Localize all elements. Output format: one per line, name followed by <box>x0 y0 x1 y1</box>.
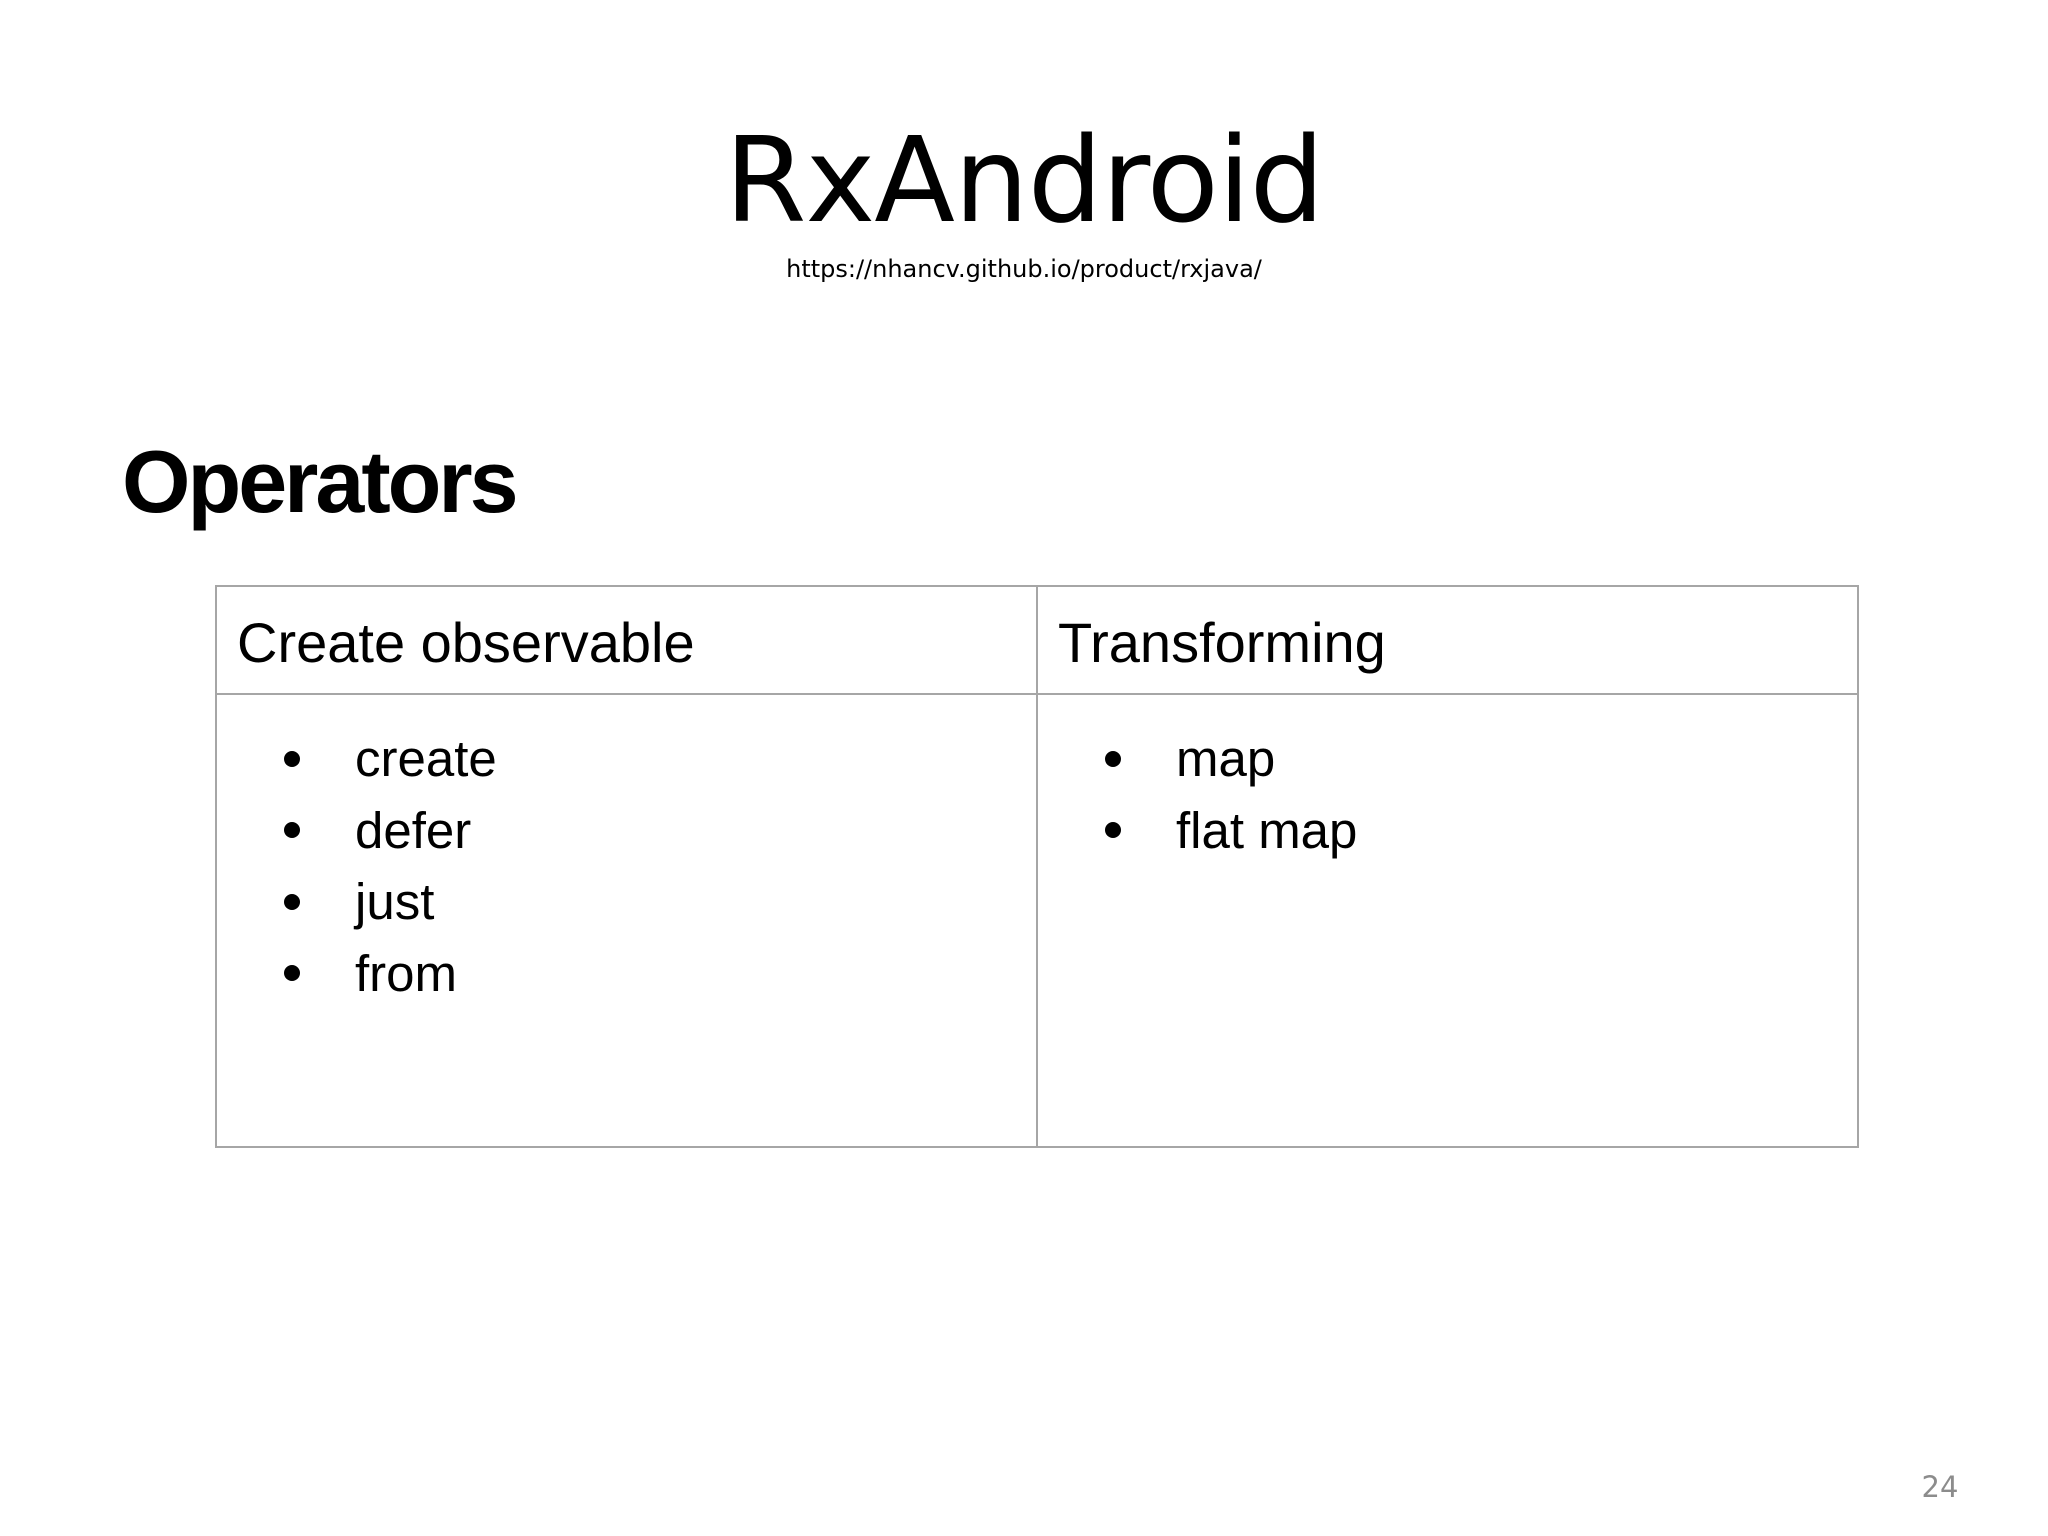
list-item-label: from <box>355 944 457 1002</box>
list-item <box>1058 723 1837 795</box>
create-observable-list <box>237 723 1016 1009</box>
table-header-row <box>216 586 1858 694</box>
table-row <box>216 694 1858 1147</box>
list-item-label: create <box>355 730 497 787</box>
list-item <box>237 866 1016 938</box>
slide-title: RxAndroid <box>724 111 1324 249</box>
section-heading: Operators <box>122 432 516 531</box>
list-item <box>237 723 1016 795</box>
page-number: 24 <box>1921 1470 1959 1504</box>
transforming-cell <box>1037 694 1858 1147</box>
create-observable-cell <box>216 694 1037 1147</box>
bullet-icon <box>1105 822 1121 838</box>
bullet-icon <box>284 751 300 767</box>
list-item <box>237 938 1016 1010</box>
operators-table <box>215 585 1859 1148</box>
bullet-icon <box>284 965 300 981</box>
list-item <box>237 795 1016 867</box>
bullet-icon <box>284 822 300 838</box>
list-item-label: just <box>355 873 435 930</box>
list-item-label: defer <box>355 801 472 859</box>
column-header-transforming: Transforming <box>1037 586 1858 694</box>
transforming-list <box>1058 723 1837 866</box>
list-item <box>1058 795 1837 867</box>
list-item-label: map <box>1176 730 1276 787</box>
bullet-icon <box>1105 751 1121 767</box>
column-header-create-observable: Create observable <box>216 586 1037 694</box>
list-item-label: flat map <box>1176 801 1358 859</box>
source-url: https://nhancv.github.io/product/rxjava/ <box>786 255 1262 283</box>
bullet-icon <box>284 894 300 910</box>
